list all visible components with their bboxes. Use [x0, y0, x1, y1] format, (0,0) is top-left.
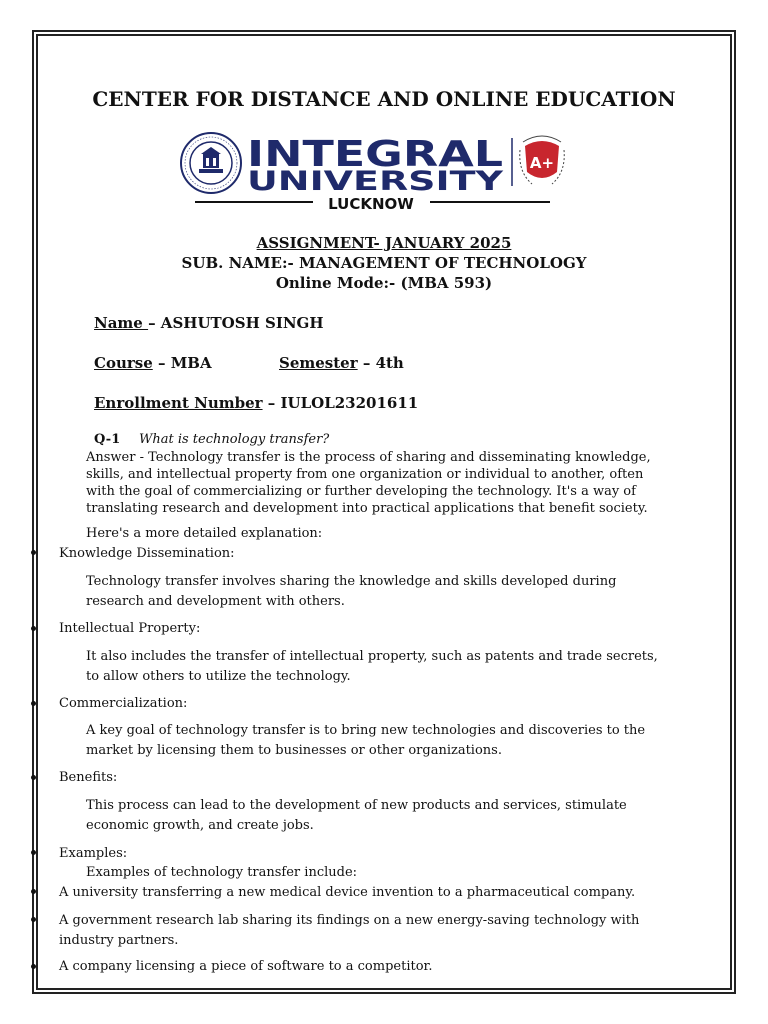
example-item: A government research lab sharing its findings on a new energy-saving technology with industry partners.	[59, 913, 640, 948]
student-name	[94, 314, 324, 332]
section-heading-examples: Examples:	[59, 846, 128, 861]
example-item: A university transferring a new medical device invention to a pharmaceutical company.	[59, 885, 636, 900]
bullet-icon	[31, 626, 36, 631]
example-item: A company licensing a piece of software to a competitor.	[59, 959, 433, 974]
logo-word-university: UNIVERSITY	[247, 166, 504, 197]
answer-intro: Here's a more detailed explanation:	[86, 526, 323, 541]
bullet-icon	[31, 850, 36, 855]
section-heading-knowledge: Knowledge Dissemination:	[59, 546, 235, 561]
bullet-icon	[31, 550, 36, 555]
university-logo-graphic	[180, 132, 572, 214]
logo-word-lucknow: LUCKNOW	[328, 195, 414, 213]
bullet-icon	[31, 701, 36, 706]
section-text-commercialization: A key goal of technology transfer is to bring new technologies and discoveries to the market by licensing them to businesses or other organizations.	[86, 723, 646, 758]
bullet-icon	[31, 775, 36, 780]
subject-name: SUB. NAME:- MANAGEMENT OF TECHNOLOGY	[181, 254, 587, 272]
student-semester	[279, 354, 404, 372]
student-enrollment	[94, 394, 418, 412]
naac-grade: A+	[529, 154, 555, 172]
online-mode: Online Mode:- (MBA 593)	[275, 274, 493, 292]
naac-badge-icon	[520, 136, 565, 184]
assignment-title: ASSIGNMENT- JANUARY 2025	[256, 234, 512, 252]
document-title: CENTER FOR DISTANCE AND ONLINE EDUCATION	[92, 87, 676, 111]
name-label: Name	[94, 314, 149, 332]
bullet-icon	[31, 889, 36, 894]
section-heading-benefits: Benefits:	[59, 770, 118, 785]
question-number: Q-1	[94, 432, 121, 447]
name-value: – ASHUTOSH SINGH	[148, 314, 324, 332]
section-heading-commercialization: Commercialization:	[59, 696, 188, 711]
university-logo	[180, 132, 572, 214]
section-heading-ip: Intellectual Property:	[59, 621, 201, 636]
answer-paragraph: Answer - Technology transfer is the process of sharing and disseminating knowledge, skills, and intellectual property from one organization or individual to another, often with the goal of commercializing or further developing the technology. It's a way of translating research and development into practical applications that benefit society.	[86, 450, 651, 516]
student-course	[94, 354, 212, 372]
examples-intro: Examples of technology transfer include:	[86, 865, 358, 880]
semester-label: Semester	[279, 354, 358, 372]
question-text: What is technology transfer?	[139, 432, 330, 447]
bullet-icon	[31, 964, 36, 969]
semester-value: – 4th	[357, 354, 404, 372]
section-text-knowledge: Technology transfer involves sharing the knowledge and skills developed during research and development with others.	[86, 574, 617, 609]
course-value: – MBA	[152, 354, 212, 372]
section-text-benefits: This process can lead to the development of new products and services, stimulate economic growth, and create jobs.	[86, 798, 627, 833]
logo-word-integral: INTEGRAL	[247, 134, 503, 175]
university-seal-icon	[181, 133, 241, 193]
section-text-ip: It also includes the transfer of intellectual property, such as patents and trade secrets, to allow others to utilize the technology.	[86, 649, 658, 684]
enrollment-label: Enrollment Number	[94, 394, 263, 412]
enrollment-value: – IULOL23201611	[262, 394, 419, 412]
bullet-icon	[31, 917, 36, 922]
course-label: Course	[94, 354, 153, 372]
